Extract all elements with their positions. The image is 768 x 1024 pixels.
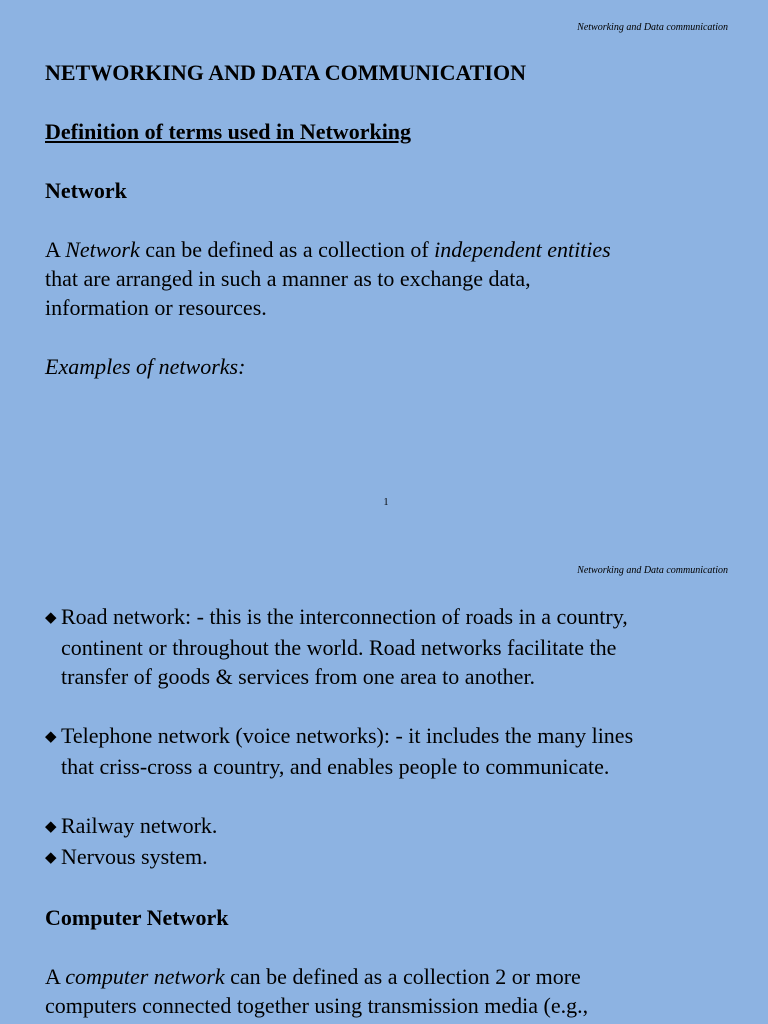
computer-network-definition-line-2: computers connected together using transmission media (e.g., [45, 993, 589, 1018]
definition-term-2: independent entities [434, 237, 611, 262]
list-item-continuation: transfer of goods & services from one area to another. [61, 664, 536, 689]
bullet-nervous-system: ◆ Nervous system. [45, 842, 728, 873]
list-item: ◆ Telephone network (voice networks): - it includes the many lines [45, 721, 728, 752]
diamond-bullet-icon: ◆ [45, 819, 57, 835]
bullet-telephone-network [45, 721, 728, 781]
document-page-2 [0, 543, 768, 1024]
diamond-bullet-icon: ◆ [45, 610, 57, 626]
bullet-road-network [45, 602, 728, 691]
page-number: 1 [383, 497, 389, 508]
list-item: ◆ Road network: - this is the interconnection of roads in a country, [45, 602, 728, 633]
section-heading: Definition of terms used in Networking [45, 119, 412, 144]
running-header: Networking and Data communication [577, 22, 728, 33]
definition-term: computer network [65, 964, 225, 989]
network-heading: Network [45, 178, 127, 203]
document-title: NETWORKING AND DATA COMMUNICATION [45, 60, 526, 85]
definition-prefix: A [45, 237, 66, 262]
network-definition-line-3: information or resources. [45, 295, 267, 320]
running-header: Networking and Data communication [577, 565, 728, 576]
page-1-content [45, 58, 728, 381]
page-2-content [45, 602, 728, 1020]
diamond-bullet-icon: ◆ [45, 850, 57, 866]
definition-term: Network [65, 237, 140, 262]
examples-label: Examples of networks: [45, 354, 246, 379]
definition-middle: can be defined as a collection of [139, 237, 435, 262]
diamond-bullet-icon: ◆ [45, 729, 57, 745]
computer-network-heading: Computer Network [45, 905, 229, 930]
bullet-railway-network: ◆ Railway network. [45, 811, 728, 842]
network-definition-line-1 [45, 235, 728, 264]
list-item-continuation: that criss-cross a country, and enables people to communicate. [61, 754, 610, 779]
network-definition-line-2: that are arranged in such a manner as to exchange data, [45, 266, 531, 291]
list-item-continuation: continent or throughout the world. Road networks facilitate the [61, 635, 617, 660]
computer-network-definition-line-1: A computer network can be defined as a collection 2 or more [45, 964, 581, 989]
